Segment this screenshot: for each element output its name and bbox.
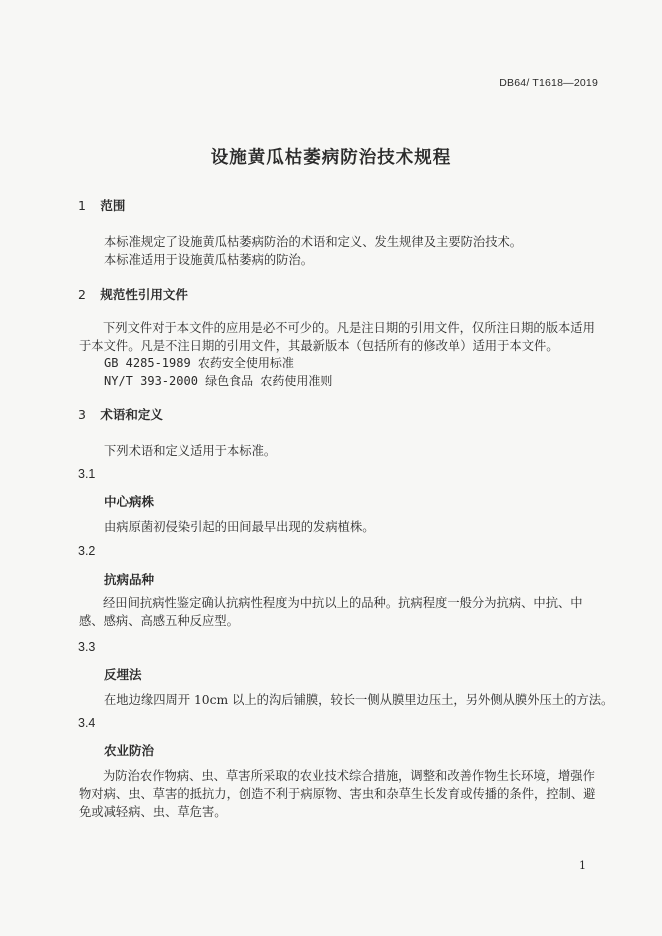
scope-line-1: 本标准规定了设施黄瓜枯萎病防治的术语和定义、发生规律及主要防治技术。: [104, 235, 523, 249]
term-name: 反埋法: [104, 667, 142, 682]
page-number: 1: [579, 859, 586, 872]
section-3-heading: [78, 405, 163, 423]
term-number: 3.1: [78, 467, 96, 481]
term-number: 3.3: [78, 640, 96, 654]
section-1-heading: [78, 196, 125, 214]
section-2-heading: [78, 285, 188, 303]
terms-intro: 下列术语和定义适用于本标准。: [104, 444, 277, 458]
section-number: 1: [78, 198, 86, 213]
term-number: 3.4: [78, 716, 96, 730]
section-title: 范围: [100, 198, 126, 213]
section-title: 规范性引用文件: [100, 287, 188, 302]
term-number: 3.2: [78, 544, 96, 558]
term-name: 农业防治: [104, 743, 155, 758]
document-title: 设施黄瓜枯萎病防治技术规程: [210, 148, 452, 168]
section-title: 术语和定义: [100, 407, 163, 422]
standard-code: DB64/ T1618—2019: [499, 77, 598, 89]
term-name: 中心病株: [104, 494, 155, 509]
references-paragraph: 下列文件对于本文件的应用是必不可少的。凡是注日期的引用文件，仅所注日期的版本适用于本文件。凡是不注日期的引用文件，其最新版本（包括所有的修改单）适用于本文件。: [79, 321, 595, 353]
reference-item: GB 4285-1989 农药安全使用标准: [104, 356, 294, 370]
term-definition: 为防治农作物病、虫、草害所采取的农业技术综合措施，调整和改善作物生长环境，增强作物对病、虫、草害的抵抗力，创造不利于病原物、害虫和杂草生长发育或传播的条件，控制、避免或减轻病、虫、草危害。: [79, 769, 596, 819]
term-name: 抗病品种: [104, 572, 155, 587]
scope-line-2: 本标准适用于设施黄瓜枯萎病的防治。: [104, 253, 314, 267]
term-definition: 由病原菌初侵染引起的田间最早出现的发病植株。: [104, 520, 375, 534]
section-number: 2: [78, 287, 86, 302]
section-number: 3: [78, 407, 86, 422]
term-definition: 经田间抗病性鉴定确认抗病性程度为中抗以上的品种。抗病程度一般分为抗病、中抗、中感、感病、高感五种反应型。: [79, 596, 583, 628]
reference-item: NY/T 393-2000 绿色食品 农药使用准则: [104, 374, 333, 388]
term-definition: 在地边缘四周开 10cm 以上的沟后铺膜，较长一侧从膜里边压土，另外侧从膜外压土的方法。: [104, 693, 614, 707]
